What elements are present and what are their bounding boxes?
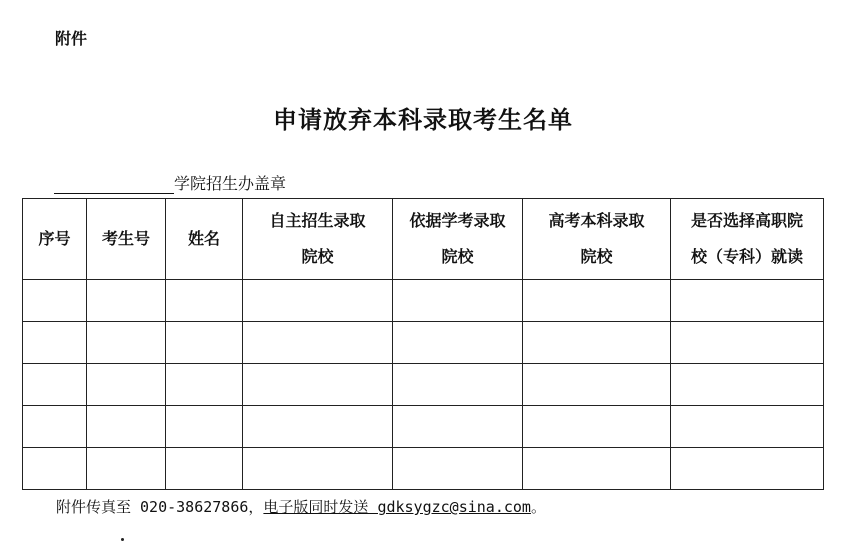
- table-cell: [87, 322, 166, 364]
- table-cell: [166, 322, 243, 364]
- table-cell: [671, 364, 824, 406]
- table-cell: [23, 448, 87, 490]
- stray-mark: [121, 538, 124, 541]
- table-cell: [166, 364, 243, 406]
- attachment-label: 附件: [55, 29, 88, 48]
- footer-email: 电子版同时发送 gdksygzc@sina.com: [263, 498, 531, 516]
- table-cell: [671, 322, 824, 364]
- header-cell-academic-test-admission: 依据学考录取 院校: [393, 199, 523, 280]
- table-cell: [393, 364, 523, 406]
- table-cell: [87, 406, 166, 448]
- table-header-row: [23, 199, 824, 280]
- header-cell-independent-admission: 自主招生录取 院校: [243, 199, 393, 280]
- header-cell-gaokao-admission: 高考本科录取 院校: [523, 199, 671, 280]
- table-row: [23, 406, 824, 448]
- header-cell-candidate-number: 考生号: [87, 199, 166, 280]
- table-cell: [243, 364, 393, 406]
- table-cell: [523, 406, 671, 448]
- document-title: 申请放弃本科录取考生名单: [273, 105, 573, 134]
- table-cell: [23, 322, 87, 364]
- table-cell: [243, 322, 393, 364]
- header-cell-name: 姓名: [166, 199, 243, 280]
- table-cell: [523, 364, 671, 406]
- table-cell: [23, 280, 87, 322]
- table-row: [23, 280, 824, 322]
- table-row: [23, 364, 824, 406]
- table-cell: [87, 364, 166, 406]
- table-cell: [393, 406, 523, 448]
- seal-caption: 学院招生办盖章: [174, 174, 287, 193]
- table-cell: [87, 448, 166, 490]
- table-cell: [87, 280, 166, 322]
- table-cell: [523, 322, 671, 364]
- table-cell: [523, 448, 671, 490]
- table-cell: [393, 322, 523, 364]
- table-cell: [393, 280, 523, 322]
- table-cell: [166, 406, 243, 448]
- header-cell-index: 序号: [23, 199, 87, 280]
- header-cell-vocational-choice: 是否选择高职院 校（专科）就读: [671, 199, 824, 280]
- seal-blank-underline: [54, 175, 174, 194]
- table-row: [23, 448, 824, 490]
- table-cell: [523, 280, 671, 322]
- table-cell: [166, 280, 243, 322]
- table-cell: [393, 448, 523, 490]
- table-cell: [243, 280, 393, 322]
- table-row: [23, 322, 824, 364]
- table-cell: [671, 280, 824, 322]
- table-cell: [23, 364, 87, 406]
- table-cell: [671, 448, 824, 490]
- table-cell: [671, 406, 824, 448]
- seal-line: [54, 171, 286, 194]
- footer-fax: 附件传真至 020-38627866，: [56, 498, 264, 516]
- applicant-table: [22, 198, 824, 490]
- footer-note: [56, 496, 546, 517]
- table-cell: [23, 406, 87, 448]
- table-cell: [243, 448, 393, 490]
- table-cell: [166, 448, 243, 490]
- footer-tail: 。: [530, 498, 546, 516]
- table-cell: [243, 406, 393, 448]
